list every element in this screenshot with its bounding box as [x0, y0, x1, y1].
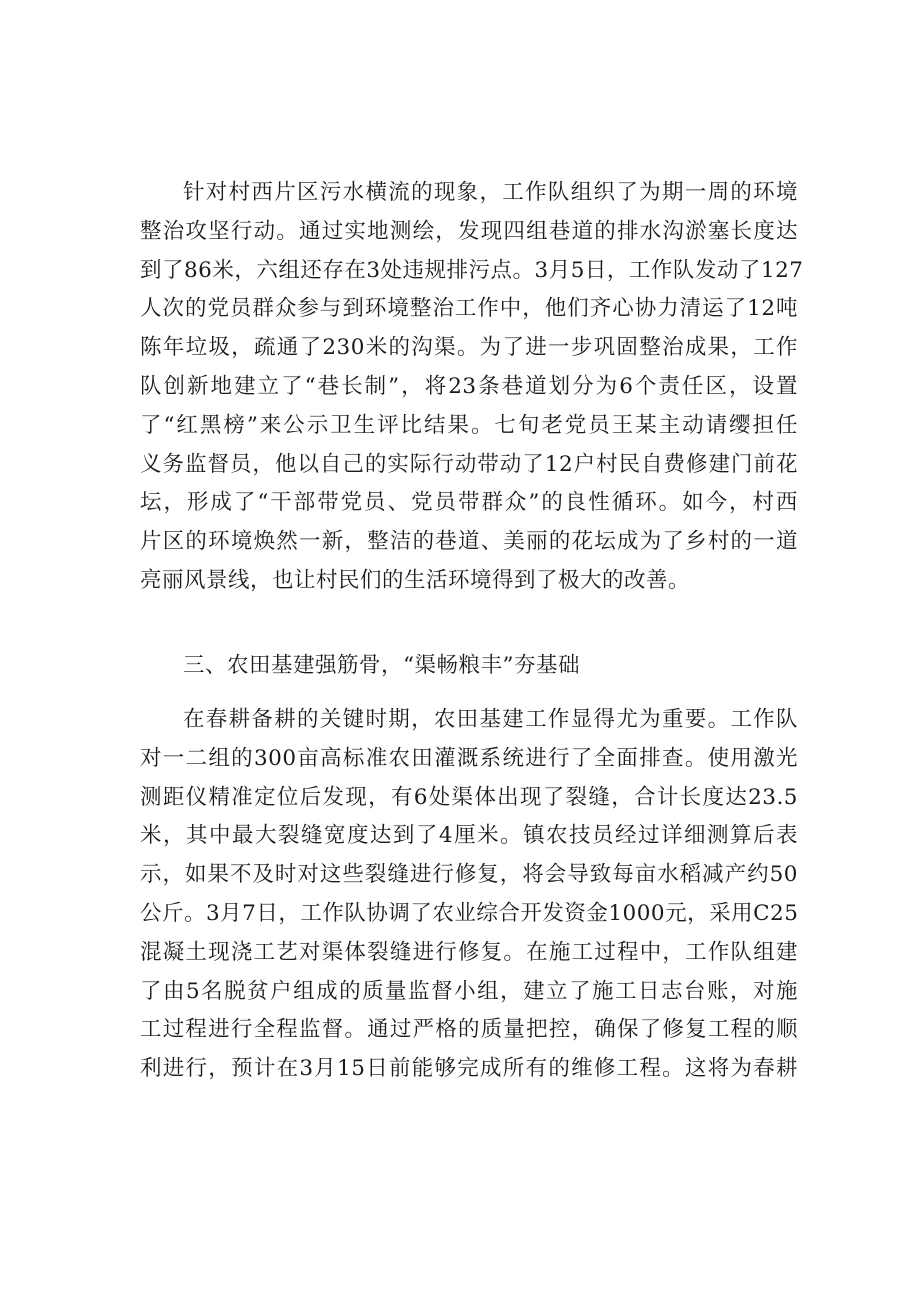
paragraph-line: 义务监督员，他以自己的实际行动带动了12户村民自费修建门前花 — [140, 451, 798, 477]
paragraph-line: 了“红黑榜”来公示卫生评比结果。七旬老党员王某主动请缨担任 — [140, 412, 798, 438]
paragraph-line: 测距仪精准定位后发现，有6处渠体出现了裂缝，合计长度达23.5 — [140, 784, 798, 810]
paragraph-line: 整治攻坚行动。通过实地测绘，发现四组巷道的排水沟淤塞长度达 — [140, 218, 798, 244]
section-heading-text: 三、农田基建强筋骨，“渠畅粮丰”夯基础 — [183, 653, 580, 678]
paragraph-line: 亮丽风景线，也让村民们的生活环境得到了极大的改善。 — [140, 567, 691, 593]
paragraph-line: 工过程进行全程监督。通过严格的质量把控，确保了修复工程的顺 — [140, 1017, 798, 1043]
paragraph-line: 人次的党员群众参与到环境整治工作中，他们齐心协力清运了12吨 — [140, 296, 798, 322]
paragraph-line: 到了86米，六组还存在3处违规排污点。3月5日，工作队发动了127 — [140, 257, 804, 283]
paragraph-line: 陈年垃圾，疏通了230米的沟渠。为了进一步巩固整治成果，工作 — [140, 335, 798, 361]
paragraph-line: 米，其中最大裂缝宽度达到了4厘米。镇农技员经过详细测算后表 — [140, 823, 798, 849]
paragraph-line: 混凝土现浇工艺对渠体裂缝进行修复。在施工过程中，工作队组建 — [140, 939, 798, 965]
paragraph-farmland-infrastructure — [140, 701, 798, 1089]
paragraph-line: 在春耕备耕的关键时期，农田基建工作显得尤为重要。工作队 — [183, 707, 798, 732]
paragraph-line: 片区的环境焕然一新，整洁的巷道、美丽的花坛成为了乡村的一道 — [140, 529, 798, 555]
paragraph-line: 队创新地建立了“巷长制”，将23条巷道划分为6个责任区，设置 — [140, 373, 798, 399]
paragraph-line: 了由5名脱贫户组成的质量监督小组，建立了施工日志台账，对施 — [140, 978, 798, 1004]
paragraph-line: 示，如果不及时对这些裂缝进行修复，将会导致每亩水稻减产约50 — [140, 862, 798, 888]
paragraph-line: 坛，形成了“干部带党员、党员带群众”的良性循环。如今，村西 — [140, 490, 798, 516]
paragraph-line: 针对村西片区污水横流的现象，工作队组织了为期一周的环境 — [183, 180, 798, 205]
paragraph-line: 对一二组的300亩高标准农田灌溉系统进行了全面排查。使用激光 — [140, 745, 798, 771]
paragraph-line: 利进行，预计在3月15日前能够完成所有的维修工程。这将为春耕 — [140, 1056, 798, 1082]
paragraph-line: 公斤。3月7日，工作队协调了农业综合开发资金1000元，采用C25 — [140, 900, 799, 926]
section-heading — [140, 647, 798, 686]
paragraph-environment-rectification — [140, 174, 804, 601]
